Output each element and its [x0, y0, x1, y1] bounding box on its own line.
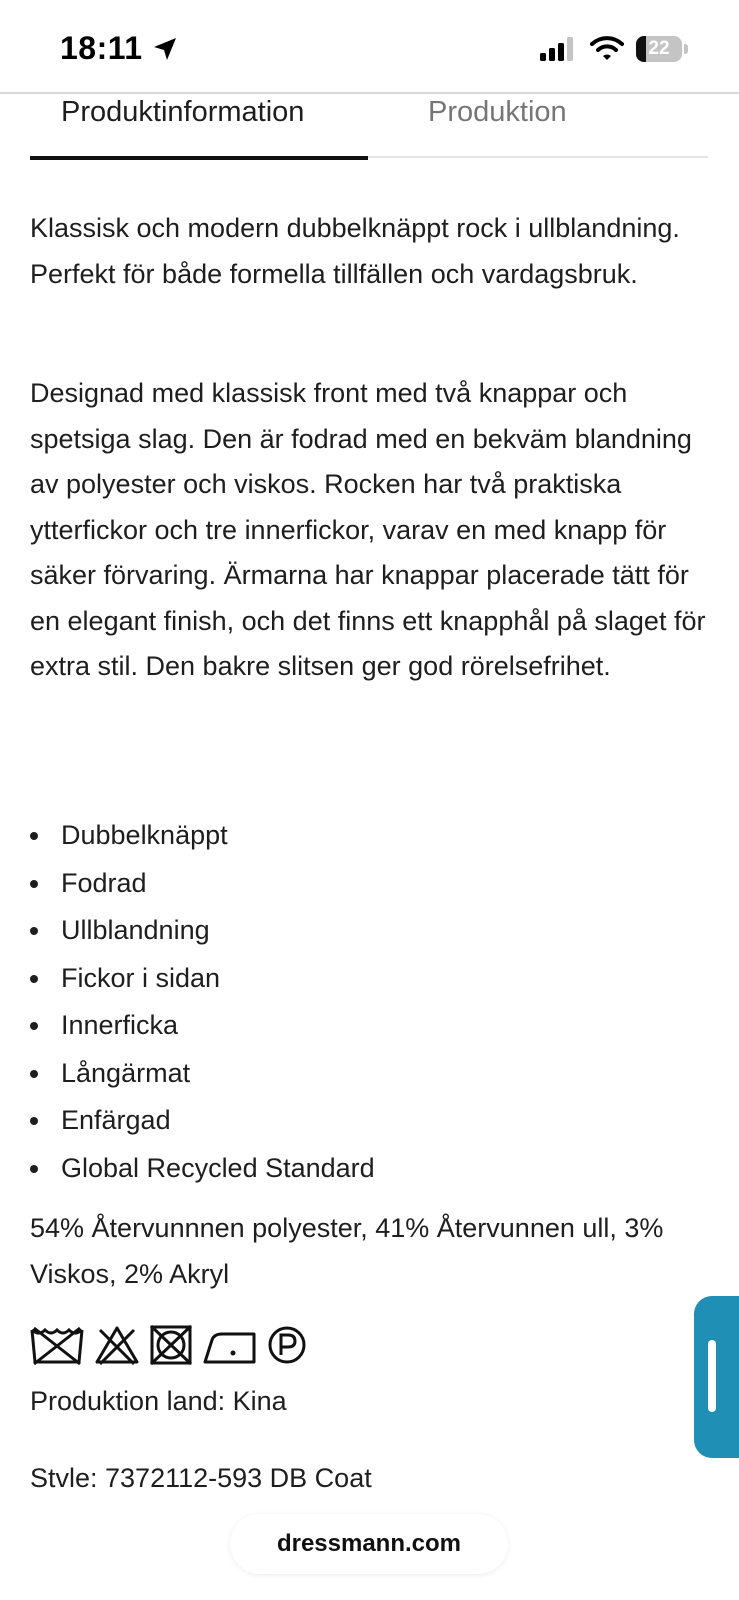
battery-body: [636, 36, 682, 62]
status-bar: [0, 0, 739, 94]
list-item: Enfärgad: [30, 1097, 710, 1145]
production-country: Produktion land: Kina: [30, 1386, 287, 1416]
do-not-bleach-icon: [94, 1324, 140, 1366]
chat-grip-handle: [708, 1340, 716, 1412]
product-tabs: [30, 94, 708, 158]
tab-produktinformation[interactable]: [30, 94, 368, 156]
list-item: Dubbelknäppt: [30, 812, 710, 860]
material-composition: 54% Återvunnnen polyester, 41% Återvunnen ull, 3% Viskos, 2% Akryl: [30, 1213, 664, 1289]
description-paragraph-2: Designad med klassisk front med två knappar och spetsiga slag. Den är fodrad med en bekväm blandning av polyester och viskos. Rocken har två praktiska ytterfickor och tre innerfickor, varav en med knapp för säker förvaring. Ärmarna har knappar placerade tätt för en elegant finish, och det finns ett knapphål på slaget för extra stil. Den bakre slitsen ger god rörelsefrihet.: [30, 378, 706, 681]
battery-level: 22: [648, 38, 670, 59]
low-iron-icon: [202, 1324, 258, 1366]
list-item: Innerficka: [30, 1002, 710, 1050]
location-arrow-icon: [152, 36, 178, 62]
url-text: dressmann.com: [276, 1530, 462, 1557]
tab-produktion-label: Produktion: [428, 96, 567, 128]
dry-clean-p-icon: [266, 1324, 308, 1366]
battery-icon: [636, 36, 688, 62]
product-description: [30, 206, 710, 690]
chat-widget-tab[interactable]: [694, 1296, 739, 1458]
browser-url-bar[interactable]: [230, 1514, 508, 1574]
battery-cap: [684, 44, 688, 54]
tab-produktinformation-label: Produktinformation: [61, 96, 305, 128]
feature-list: [30, 812, 710, 1192]
list-item: Fickor i sidan: [30, 955, 710, 1003]
do-not-wash-icon: [30, 1324, 84, 1366]
tab-produktion[interactable]: [398, 94, 648, 156]
list-item: Global Recycled Standard: [30, 1145, 710, 1193]
cellular-signal-icon: [540, 37, 576, 61]
wifi-icon: [590, 34, 624, 62]
list-item: Fodrad: [30, 860, 710, 908]
style-code: Stvle: 7372112-593 DB Coat: [30, 1463, 372, 1493]
do-not-tumble-dry-icon: [148, 1324, 194, 1366]
care-symbols: [30, 1324, 320, 1368]
active-tab-indicator: [30, 156, 368, 160]
status-time: 18:11: [60, 30, 143, 66]
description-paragraph-1: Klassisk och modern dubbelknäppt rock i ullblandning. Perfekt för både formella tillfällen och vardagsbruk.: [30, 213, 680, 289]
list-item: Ullblandning: [30, 907, 710, 955]
list-item: Långärmat: [30, 1050, 710, 1098]
